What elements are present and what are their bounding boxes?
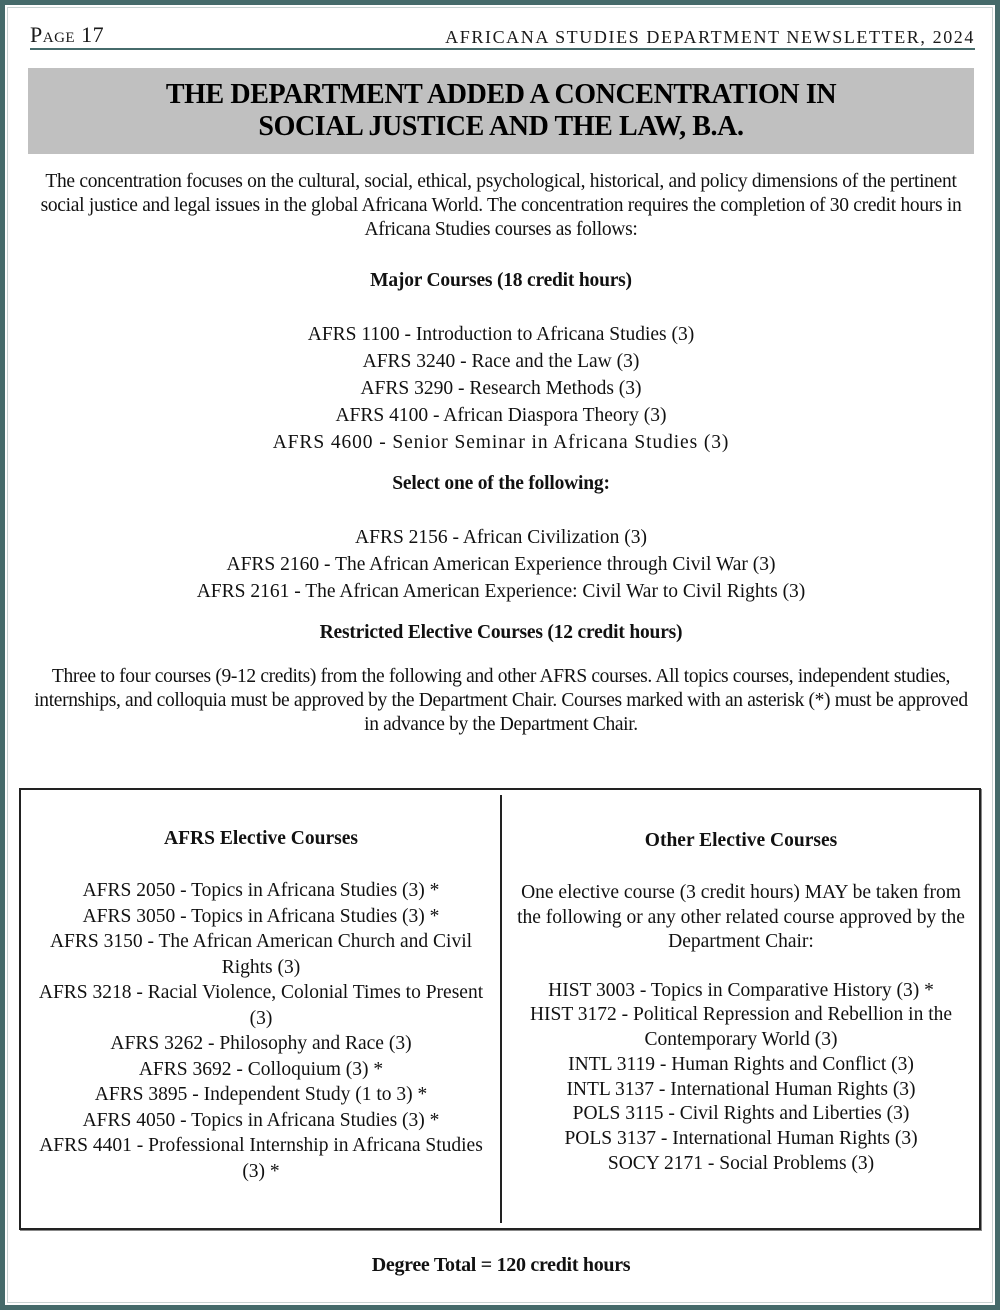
newsletter-title: AFRICANA STUDIES DEPARTMENT NEWSLETTER, 2024 — [445, 27, 975, 47]
course-item: HIST 3003 - Topics in Comparative History (3) * — [548, 979, 934, 1001]
degree-total: Degree Total = 120 credit hours — [371, 1254, 631, 1276]
restricted-electives-description: Three to four courses (9-12 credits) from the following and other AFRS courses. All topics courses, independent studies, internships, and colloquia must be approved by the Department Chair. Courses marked with an asterisk (*) must be approved in advance by the Department Chair. — [34, 666, 968, 735]
course-item: AFRS 1100 - Introduction to Africana Studies (3) — [307, 324, 695, 345]
course-item: AFRS 2160 - The African American Experience through Civil War (3) — [226, 554, 776, 575]
afrs-electives-list — [31, 878, 491, 1184]
course-item: INTL 3137 - International Human Rights (3) — [566, 1078, 916, 1100]
other-electives-list — [513, 979, 969, 1177]
afrs-electives-heading: AFRS Elective Courses — [164, 828, 358, 849]
course-item: AFRS 3050 - Topics in Africana Studies (3) * — [82, 905, 440, 927]
article-title-line-2: SOCIAL JUSTICE AND THE LAW, B.A. — [258, 111, 744, 142]
course-item: AFRS 2156 - African Civilization (3) — [355, 527, 647, 548]
article-content — [28, 170, 974, 757]
course-item: POLS 3137 - International Human Rights (3) — [564, 1128, 918, 1150]
other-electives-column — [513, 790, 969, 1177]
course-item: AFRS 2161 - The African American Experience: Civil War to Civil Rights (3) — [196, 581, 806, 602]
course-item: AFRS 3262 - Philosophy and Race (3) — [110, 1033, 412, 1054]
page-number: Page 17 — [30, 22, 105, 47]
course-item: AFRS 4401 - Professional Internship in Africana Studies (3) * — [39, 1135, 483, 1182]
other-electives-heading: Other Elective Courses — [644, 830, 838, 851]
intro-paragraph: The concentration focuses on the cultural, social, ethical, psychological, historical, and policy dimensions of the pertinent social justice and legal issues in the global Africana World. The concentration requires the completion of 30 credit hours in Africana Studies courses as follows: — [40, 171, 962, 240]
course-item: AFRS 4050 - Topics in Africana Studies (3) * — [82, 1109, 440, 1131]
course-item: AFRS 3240 - Race and the Law (3) — [362, 351, 640, 372]
major-course-list — [28, 321, 974, 456]
course-item: AFRS 4100 - African Diaspora Theory (3) — [335, 405, 667, 426]
article-title-banner — [28, 68, 974, 154]
course-item: HIST 3172 - Political Repression and Rebellion in the Contemporary World (3) — [529, 1004, 953, 1051]
article-title-line-1: THE DEPARTMENT ADDED A CONCENTRATION IN — [165, 79, 837, 110]
afrs-electives-column — [31, 790, 491, 1184]
course-item: POLS 3115 - Civil Rights and Liberties (3) — [572, 1103, 910, 1125]
course-item: AFRS 4600 - Senior Seminar in Africana Studies (3) — [272, 432, 730, 453]
restricted-electives-heading: Restricted Elective Courses (12 credit hours) — [319, 622, 683, 643]
course-item: AFRS 3218 - Racial Violence, Colonial Times to Present (3) — [38, 982, 484, 1029]
course-item: AFRS 2050 - Topics in Africana Studies (3) * — [82, 880, 440, 901]
course-item: AFRS 3692 - Colloquium (3) * — [138, 1058, 384, 1080]
course-item: AFRS 3290 - Research Methods (3) — [360, 378, 642, 399]
page-header — [30, 22, 975, 50]
course-item: INTL 3119 - Human Rights and Conflict (3) — [568, 1053, 914, 1075]
other-electives-description: One elective course (3 credit hours) MAY be taken from the following or any other related course approved by the Department Chair: — [517, 882, 965, 952]
column-divider — [500, 795, 502, 1223]
major-courses-heading: Major Courses (18 credit hours) — [370, 270, 632, 291]
select-one-heading: Select one of the following: — [392, 473, 610, 494]
elective-courses-box — [19, 788, 981, 1230]
course-item: SOCY 2171 - Social Problems (3) — [607, 1153, 875, 1175]
course-item: AFRS 3895 - Independent Study (1 to 3) * — [94, 1084, 428, 1105]
select-one-course-list — [28, 524, 974, 605]
course-item: AFRS 3150 - The African American Church and Civil Rights (3) — [49, 931, 473, 978]
